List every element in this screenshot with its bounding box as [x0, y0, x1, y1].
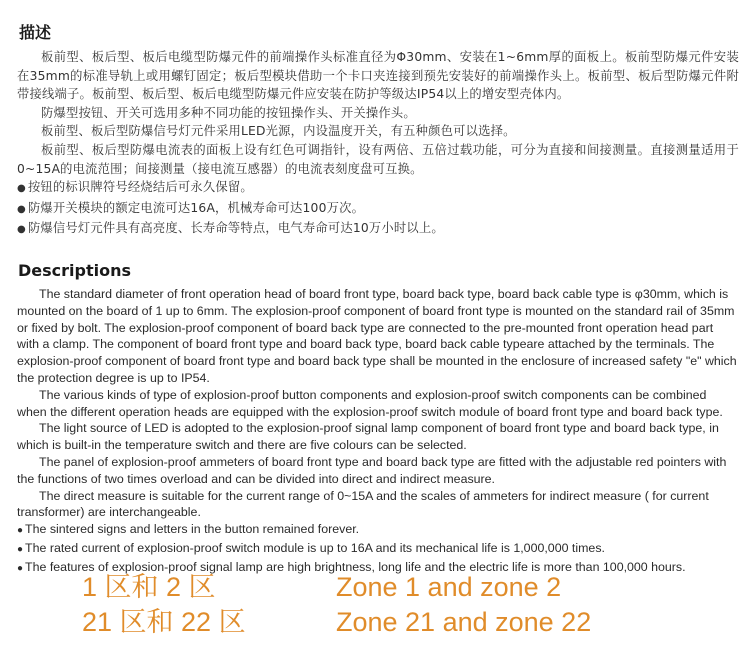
en-bullet-item: ● The rated current of explosion-proof switch module is up to 16A and its mechanical life is 1,000,000 times. — [17, 540, 605, 555]
zone-label-cn: 1 区和 2 区 — [82, 572, 216, 602]
english-description — [17, 286, 737, 578]
zone-label-en: Zone 1 and zone 2 — [336, 572, 562, 602]
chinese-section-heading: 描述 — [19, 23, 52, 42]
cn-paragraph: 板前型、板后型防爆电流表的面板上设有红色可调指针，设有两倍、五倍过载功能，可分为直接和间接测量。直接测量适用于0~15A的电流范围；间接测量（接电流互感器）的电流表刻度盘可互换。 — [17, 142, 739, 176]
en-paragraph: The direct measure is suitable for the current range of 0~15A and the scales of ammeters for indirect measure ( for current transformer) are interchangeable. — [17, 488, 709, 520]
english-section-heading: Descriptions — [18, 261, 132, 280]
en-paragraph: The light source of LED is adopted to the explosion-proof signal lamp component of board front type and board back type, in which is built-in the temperature switch and there are five colours can be selected. — [17, 421, 719, 453]
cn-paragraph: 防爆型按钮、开关可选用多种不同功能的按钮操作头、开关操作头。 — [41, 105, 416, 120]
chinese-description — [17, 48, 739, 240]
en-paragraph: The panel of explosion-proof ammeters of board front type and board back type are fitted with the adjustable red pointers with the functions of two times overload and can be divided into direct and indirect measure. — [17, 454, 727, 486]
cn-paragraph: 板前型、板后型、板后电缆型防爆元件的前端操作头标准直径为Φ30mm、安装在1~6mm厚的面板上。板前型防爆元件安装在35mm的标准导轨上或用螺钉固定；板后型模块借助一个卡口夹连接到预先安装好的前端操作头上。板前型、板后型防爆元件附带接线端子。板前型、板后型、板后电缆型防爆元件应安装在防护等级达IP54以上的增安型壳体内。 — [17, 50, 739, 102]
bullet-dot-icon: ● — [17, 562, 24, 574]
en-paragraph: The various kinds of type of explosion-proof button components and explosion-proof switch components can be combined when the different operation heads are equipped with the explosion-proof switch module of board front type and board back type. — [17, 387, 723, 419]
bullet-dot-icon: ● — [17, 224, 26, 236]
en-bullet-item: ● The features of explosion-proof signal lamp are high brightness, long life and the electric life is more than 100,000 hours. — [17, 559, 686, 574]
bullet-dot-icon: ● — [17, 203, 26, 215]
zone-label-en: Zone 21 and zone 22 — [336, 607, 592, 637]
cn-bullet-item: ● 按钮的标识牌符号经烧结后可永久保留。 — [17, 180, 253, 195]
bullet-dot-icon: ● — [17, 543, 24, 555]
zone-label-cn: 21 区和 22 区 — [82, 607, 246, 637]
bullet-dot-icon: ● — [17, 525, 24, 537]
cn-paragraph: 板前型、板后型防爆信号灯元件采用LED光源，内设温度开关，有五种颜色可以选择。 — [41, 124, 516, 139]
en-bullet-item: ● The sintered signs and letters in the button remained forever. — [17, 522, 360, 537]
cn-bullet-item: ● 防爆信号灯元件具有高亮度、长寿命等特点，电气寿命可达10万小时以上。 — [17, 221, 444, 236]
en-paragraph: The standard diameter of front operation head of board front type, board back type, board back cable type is φ30mm, which is mounted on the board of 1 up to 6mm. The explosion-proof component of board front type is mounted on the standard rail of 35mm or fixed by bolt. The explosion-proof component of board back type are connected to the pre-mounted front operation head part with a clamp. The component of board front type and board back type, board back cable typeare attached by the terminals. The explosion-proof component of board front type and board back type shall be mounted in the enclosure of increased safety "e" which the protection degree is up to IP54. — [17, 287, 737, 385]
cn-bullet-item: ● 防爆开关模块的额定电流可达16A，机械寿命可达100万次。 — [17, 200, 365, 215]
bullet-dot-icon: ● — [17, 183, 26, 195]
